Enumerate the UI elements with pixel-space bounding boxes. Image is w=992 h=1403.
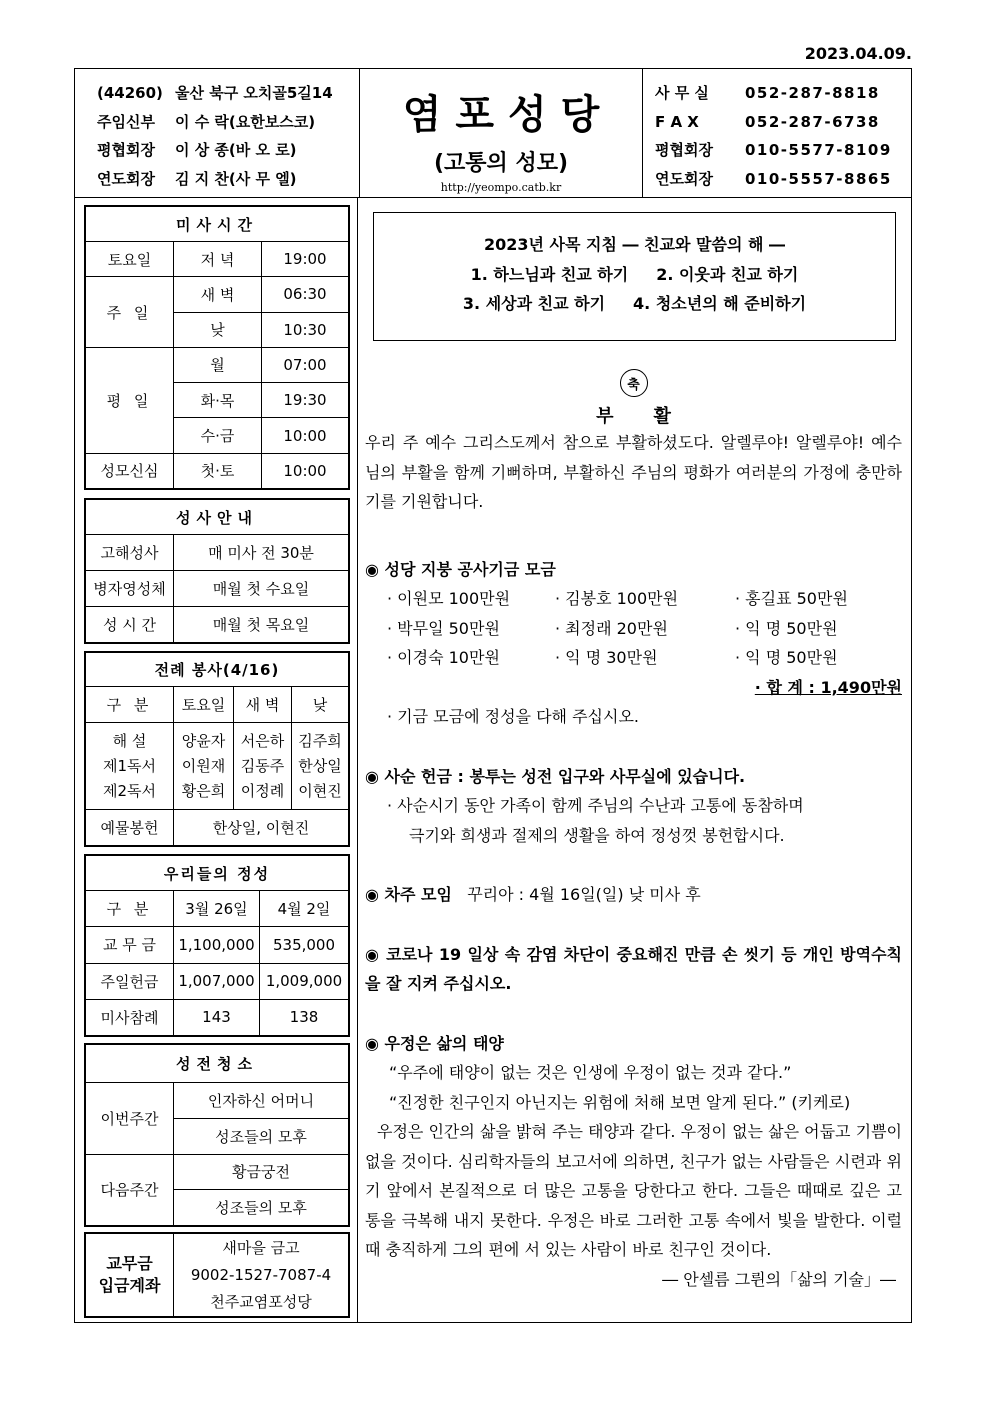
weekday-time: 10:00	[262, 418, 349, 453]
council-row	[97, 136, 333, 165]
motto-item: 4. 청소년의 해 준비하기	[633, 294, 807, 313]
saturday-label: 토요일	[86, 242, 174, 277]
bank-name: 새마을 금고	[222, 1238, 300, 1257]
server-name: 황은희	[181, 781, 226, 800]
dawn-servers	[234, 723, 292, 810]
header-divider	[75, 197, 911, 198]
cleaning-box	[84, 1043, 350, 1227]
yeondo-phone: 010-5557-8865	[745, 169, 892, 188]
address-label: (44260)	[97, 84, 163, 102]
contrib-value: 1,100,000	[174, 927, 260, 963]
this-week-label: 이번주간	[86, 1083, 174, 1155]
liturgy-header: 새 벽	[234, 687, 292, 723]
sacraments-box	[84, 498, 350, 644]
cleaning-group: 황금궁전	[174, 1154, 349, 1190]
contrib-label: 교 무 금	[86, 927, 174, 963]
mass-times-title: 미사시간	[86, 207, 349, 242]
donor: · 박무일 50만원	[387, 618, 500, 638]
address-value: 울산 북구 오치골5길14	[175, 84, 333, 102]
liturgy-title: 전례 봉사(4/16)	[86, 653, 349, 687]
account-label-2: 입금계좌	[98, 1276, 161, 1295]
pastoral-motto-box	[373, 212, 896, 341]
offering-label: 예물봉헌	[86, 810, 174, 846]
friendship-quote: “진정한 친구인지 아닌지는 위험에 처해 보면 알게 된다.” (키케로)	[389, 1092, 851, 1112]
contrib-header: 4월 2일	[260, 891, 349, 927]
pastor-label: 주임신부	[97, 112, 155, 131]
council-label: 평협회장	[97, 141, 155, 159]
server-name: 양윤자	[181, 731, 226, 750]
liturgy-roles	[86, 723, 174, 810]
council-value: 이 상 종(바 오 로)	[175, 141, 297, 159]
contrib-value: 143	[174, 999, 260, 1035]
donor: · 김봉호 100만원	[555, 589, 679, 608]
account-holder: 천주교염포성당	[210, 1292, 312, 1311]
donor-row	[365, 614, 902, 644]
role-label: 해 설	[112, 731, 147, 750]
office-phone: 052-287-8818	[745, 84, 880, 102]
issue-date: 2023.04.09.	[804, 44, 912, 63]
contrib-label: 미사참례	[86, 999, 174, 1035]
pastor-value: 이 수 락(요한보스코)	[175, 112, 316, 131]
marian-time: 10:00	[262, 453, 349, 488]
cleaning-group: 성조들의 모후	[174, 1190, 349, 1226]
fund-note: · 기금 모금에 정성을 다해 주십시오.	[387, 707, 639, 726]
donor-row	[365, 584, 902, 614]
donor: · 익 명 50만원	[735, 618, 838, 638]
weekday-slot: 수·금	[174, 418, 262, 453]
council-phone-label: 평협회장	[655, 141, 713, 159]
liturgy-header: 토요일	[174, 687, 234, 723]
sacrament-label: 성 시 간	[86, 607, 174, 643]
sacrament-label: 병자영성체	[86, 571, 174, 607]
meeting-notice	[365, 880, 902, 910]
sunday-dawn-time: 06:30	[262, 277, 349, 312]
weekday-time: 19:30	[262, 383, 349, 418]
sacrament-value: 매 미사 전 30분	[174, 535, 349, 571]
saturday-time: 19:00	[262, 242, 349, 277]
marian-label: 성모신심	[86, 453, 174, 488]
weekday-slot: 화·목	[174, 383, 262, 418]
motto-title: 2023년 사목 지침 ― 친교와 말씀의 해 ―	[484, 235, 785, 254]
contrib-value: 1,009,000	[260, 963, 349, 999]
friendship-source: ― 안셀름 그륀의「삶의 기술」―	[662, 1269, 896, 1289]
donor: · 익 명 30만원	[555, 648, 658, 667]
celebration-badge-icon: 축	[620, 369, 648, 397]
address-block	[97, 79, 333, 193]
meeting-title: ◉ 차주 모임	[365, 885, 452, 904]
easter-title: 부활	[596, 406, 711, 427]
account-number: 9002-1527-7087-4	[190, 1265, 332, 1284]
liturgy-header: 낮	[292, 687, 349, 723]
contrib-value: 535,000	[260, 927, 349, 963]
sacrament-label: 고해성사	[86, 535, 174, 571]
sunday-day-slot: 낮	[174, 312, 262, 347]
yeondo-value: 김 지 찬(사 무 엘)	[175, 169, 297, 188]
sunday-day-time: 10:30	[262, 312, 349, 347]
cleaning-group: 인자하신 어머니	[174, 1083, 349, 1119]
server-name: 김주희	[298, 731, 342, 750]
liturgy-box	[84, 651, 350, 847]
next-week-label: 다음주간	[86, 1154, 174, 1226]
donor: · 최정래 20만원	[555, 618, 668, 638]
role-label: 제1독서	[102, 756, 156, 775]
lent-title: ◉ 사순 헌금 : 봉투는 성전 입구와 사무실에 있습니다.	[365, 766, 746, 786]
pastor-row	[97, 108, 333, 137]
sunday-dawn-slot: 새 벽	[174, 277, 262, 312]
motto-item: 1. 하느님과 친교 하기	[470, 264, 629, 284]
main-content	[365, 369, 902, 1294]
address-row	[97, 79, 333, 108]
account-box	[84, 1232, 350, 1318]
yeondo-label: 연도회장	[97, 169, 155, 188]
friendship-quote: “우주에 태양이 없는 것은 인생에 우정이 없는 것과 같다.”	[389, 1063, 792, 1082]
server-name: 서은하	[240, 731, 285, 750]
donor: · 익 명 50만원	[735, 648, 838, 667]
fax-label: F A X	[655, 112, 699, 131]
bulletin-frame	[74, 68, 912, 1323]
weekday-label: 평 일	[86, 347, 174, 453]
account-details	[174, 1234, 349, 1317]
role-label: 제2독서	[102, 781, 156, 800]
contributions-box	[84, 854, 350, 1037]
marian-slot: 첫·토	[174, 453, 262, 488]
contrib-value: 138	[260, 999, 349, 1035]
weekday-time: 07:00	[262, 347, 349, 382]
council-phone: 010-5577-8109	[745, 141, 892, 159]
office-label: 사 무 실	[655, 84, 709, 102]
contact-block	[655, 79, 892, 193]
account-label	[86, 1234, 174, 1317]
roof-fund-title: ◉ 성당 지붕 공사기금 모금	[365, 559, 556, 579]
easter-message: 우리 주 예수 그리스도께서 참으로 부활하셨도다. 알렐루야! 알렐루야! 예수님의 부활을 함께 기뻐하며, 부활하신 주님의 평화가 여러분의 가정에 충만하기를 기원합니다.	[365, 433, 902, 511]
donor: · 이경숙 10만원	[387, 648, 500, 667]
easter-heading	[365, 369, 902, 428]
server-name: 한상일	[298, 756, 342, 775]
offering-value: 한상일, 이현진	[174, 810, 349, 846]
friendship-title: ◉ 우정은 삶의 태양	[365, 1033, 504, 1053]
saturday-slot: 저 녁	[174, 242, 262, 277]
contrib-label: 주일헌금	[86, 963, 174, 999]
server-name: 이현진	[298, 781, 342, 800]
sacraments-title: 성사안내	[86, 500, 349, 535]
motto-item: 3. 세상과 친교 하기	[462, 294, 606, 313]
column-divider	[357, 197, 358, 1322]
donor: · 이원모 100만원	[387, 589, 511, 608]
fund-total-value: · 합 계 : 1,490만원	[754, 677, 902, 697]
server-name: 이정례	[240, 781, 285, 800]
fund-total	[365, 673, 902, 703]
yeondo-phone-label: 연도회장	[655, 169, 713, 188]
server-name: 김동주	[240, 756, 285, 775]
divider	[642, 69, 643, 197]
contributions-title: 우리들의 정성	[86, 856, 349, 891]
contrib-value: 1,007,000	[174, 963, 260, 999]
friendship-body: 우정은 인간의 삶을 밝혀 주는 태양과 같다. 우정이 없는 삶은 어둡고 기쁨이 없을 것이다. 심리학자들의 보고서에 의하면, 친구가 없는 사람들은 시련과 위기 앞에서 본질적으로 더 많은 고통을 당한다고 한다. 그들은 때때로 깊은 고통을 극복해 내지 못한다. 우정은 바로 그러한 고통 속에서 빛을 발한다. 이럴 때 충직하게 그의 편에 서 있는 사람이 바로 친구인 것이다.	[365, 1122, 902, 1259]
fax-number: 052-287-6738	[745, 112, 880, 131]
covid-notice: ◉ 코로나 19 일상 속 감염 차단이 중요해진 만큼 손 씻기 등 개인 방역수칙을 잘 지켜 주십시오.	[365, 944, 902, 993]
church-name: 염포성당	[402, 92, 614, 138]
day-servers	[292, 723, 349, 810]
meeting-text: 꾸리아 : 4월 16일(일) 낮 미사 후	[467, 885, 701, 904]
lent-line: 극기와 희생과 절제의 생활을 하여 정성껏 봉헌합시다.	[409, 825, 785, 845]
title-block	[360, 69, 642, 194]
weekday-slot: 월	[174, 347, 262, 382]
donor: · 홍길표 50만원	[735, 589, 848, 608]
yeondo-row	[97, 165, 333, 194]
contrib-header: 구 분	[86, 891, 174, 927]
church-subtitle: (고통의 성모)	[433, 151, 569, 176]
church-url[interactable]: http://yeompo.catb.kr	[440, 181, 562, 194]
server-name: 이원재	[181, 756, 226, 775]
lent-line: · 사순시기 동안 가족이 함께 주님의 수난과 고통에 동참하며	[387, 796, 804, 815]
donor-row	[365, 643, 902, 673]
sacrament-value: 매월 첫 수요일	[174, 571, 349, 607]
sunday-label: 주 일	[86, 277, 174, 348]
mass-times-box	[84, 205, 350, 490]
motto-item: 2. 이웃과 친교 하기	[656, 264, 799, 284]
liturgy-header: 구 분	[86, 687, 174, 723]
account-label-1: 교무금	[106, 1254, 153, 1273]
cleaning-group: 성조들의 모후	[174, 1118, 349, 1154]
sacrament-value: 매월 첫 목요일	[174, 607, 349, 643]
contrib-header: 3월 26일	[174, 891, 260, 927]
saturday-servers	[174, 723, 234, 810]
cleaning-title: 성전청소	[86, 1045, 349, 1083]
